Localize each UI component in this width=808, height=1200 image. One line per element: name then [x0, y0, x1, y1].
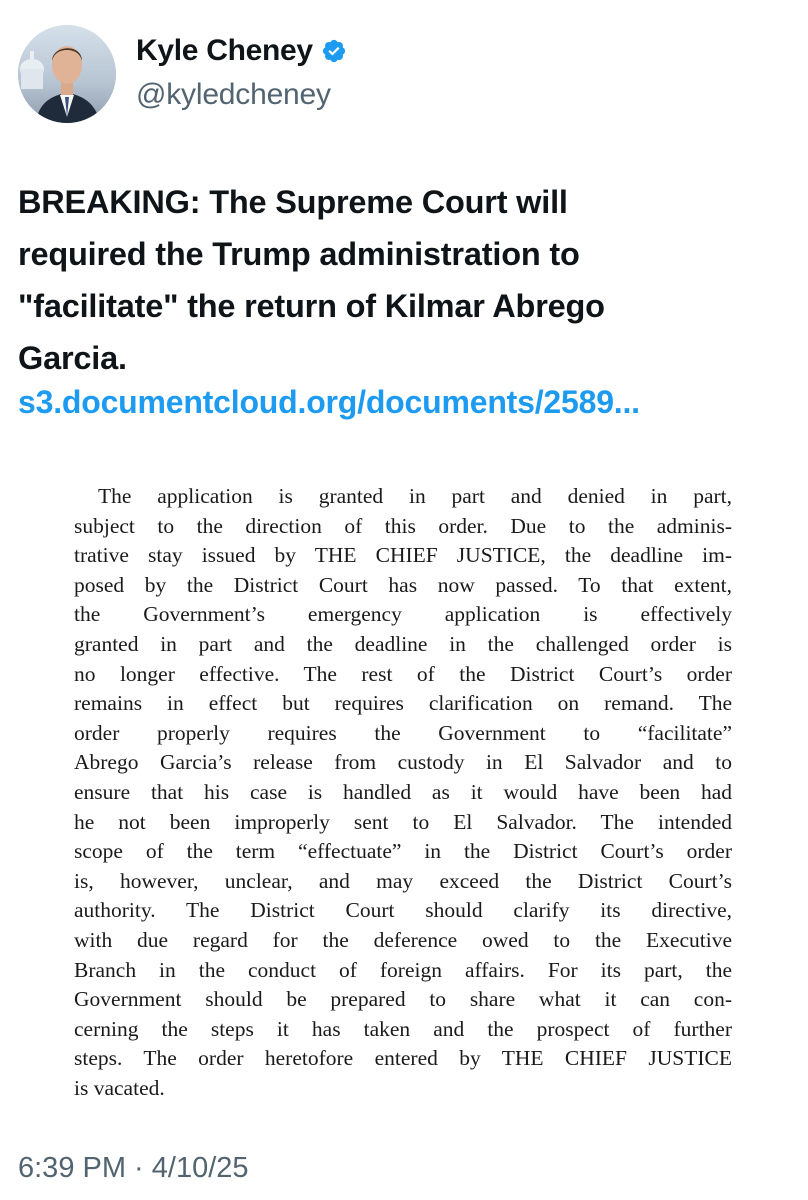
- tweet-header: [18, 22, 347, 126]
- document-text: [74, 482, 732, 1103]
- document-line: The application is granted in part and denied in part,: [98, 484, 732, 508]
- document-line: order properly requires the Government to “facilitate”: [74, 720, 732, 745]
- document-line: with due regard for the deference owed to the Executive: [74, 927, 732, 952]
- document-line: posed by the District Court has now passed. To that extent,: [74, 572, 732, 597]
- document-line: ensure that his case is handled as it would have been had: [74, 779, 732, 804]
- document-line: trative stay issued by THE CHIEF JUSTICE, the deadline im-: [74, 543, 732, 568]
- attached-document-image[interactable]: [0, 452, 808, 1132]
- verified-badge-icon: [321, 38, 347, 64]
- handle[interactable]: @kyledcheney: [136, 78, 331, 111]
- document-link[interactable]: s3.documentcloud.org/documents/2589...: [18, 384, 640, 420]
- tweet-text-line: "facilitate" the return of Kilmar Abrego: [18, 288, 605, 324]
- author-identity: [136, 33, 347, 115]
- document-line: steps. The order heretofore entered by THE CHIEF JUSTICE: [74, 1046, 732, 1071]
- document-line: is, however, unclear, and may exceed the District Court’s: [74, 868, 732, 893]
- tweet-text: [18, 176, 798, 384]
- document-line: Government should be prepared to share what it can con-: [74, 987, 732, 1012]
- name-row: [136, 33, 347, 69]
- tweet-text-line: BREAKING: The Supreme Court will: [18, 184, 568, 220]
- document-line: granted in part and the deadline in the challenged order is: [74, 631, 732, 656]
- document-line: Abrego Garcia’s release from custody in El Salvador and to: [74, 750, 732, 775]
- document-line: authority. The District Court should clarify its directive,: [74, 898, 732, 923]
- tweet-text-line: Garcia.: [18, 340, 127, 376]
- document-line: is vacated.: [74, 1075, 165, 1100]
- tweet-text-line: required the Trump administration to: [18, 236, 580, 272]
- document-line: cerning the steps it has taken and the prospect of further: [74, 1016, 732, 1041]
- tweet-timestamp[interactable]: 6:39 PM · 4/10/25: [18, 1152, 249, 1184]
- document-line: remains in effect but requires clarification on remand. The: [74, 691, 732, 716]
- document-line: Branch in the conduct of foreign affairs. For its part, the: [74, 957, 732, 982]
- document-line: no longer effective. The rest of the District Court’s order: [74, 661, 732, 686]
- document-line: he not been improperly sent to El Salvador. The intended: [74, 809, 732, 834]
- display-name[interactable]: Kyle Cheney: [136, 34, 313, 67]
- document-line: subject to the direction of this order. Due to the adminis-: [74, 513, 732, 538]
- document-line: the Government’s emergency application is effectively: [74, 602, 732, 627]
- avatar[interactable]: [18, 25, 116, 123]
- profile-photo-icon: [18, 25, 116, 123]
- document-line: scope of the term “effectuate” in the District Court’s order: [74, 839, 732, 864]
